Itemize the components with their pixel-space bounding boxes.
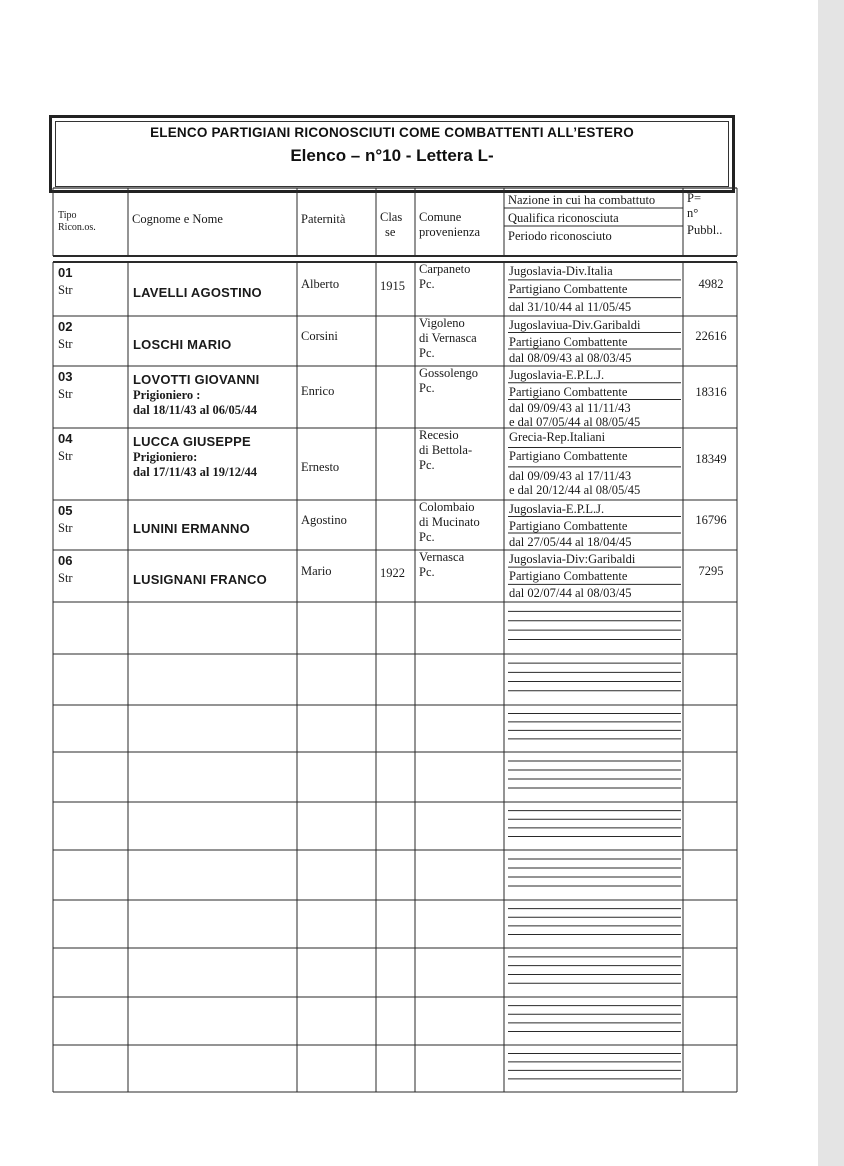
row-name: LOSCHI MARIO bbox=[133, 337, 232, 352]
row-number: 02 bbox=[58, 319, 73, 334]
row-number: 06 bbox=[58, 553, 73, 568]
row-comune: Pc. bbox=[419, 458, 435, 472]
row-periodo: dal 08/09/43 al 08/03/45 bbox=[509, 351, 632, 365]
row-comune: Pc. bbox=[419, 565, 435, 579]
document-subtitle: Elenco – n°10 - Lettera L- bbox=[290, 146, 494, 165]
row-pubbl: 4982 bbox=[698, 277, 724, 291]
row-comune: Vigoleno bbox=[419, 316, 465, 330]
row-tipo: Str bbox=[58, 387, 73, 401]
row-qualifica: Partigiano Combattente bbox=[509, 569, 628, 584]
header-tipo: Tipo bbox=[58, 210, 77, 221]
row-qualifica: Partigiano Combattente bbox=[509, 281, 628, 296]
header-pubbl: P= bbox=[687, 191, 702, 205]
row-name: LAVELLI AGOSTINO bbox=[133, 285, 262, 300]
row-comune: Vernasca bbox=[419, 550, 465, 564]
row-periodo: dal 09/09/43 al 11/11/43 bbox=[509, 401, 631, 416]
row-comune: Colombaio bbox=[419, 500, 475, 514]
row-paternita: Ernesto bbox=[301, 460, 340, 474]
header-paternita: Paternità bbox=[301, 212, 346, 226]
row-paternita: Corsini bbox=[301, 329, 338, 343]
row-pubbl: 18349 bbox=[695, 452, 727, 466]
row-tipo: Str bbox=[58, 449, 73, 463]
header-classe: Clas bbox=[380, 210, 403, 224]
row-prigioniero: dal 17/11/43 al 19/12/44 bbox=[133, 465, 257, 479]
row-paternita: Mario bbox=[301, 564, 332, 578]
row-comune: Pc. bbox=[419, 530, 435, 544]
row-tipo: Str bbox=[58, 337, 73, 351]
row-pubbl: 7295 bbox=[698, 564, 724, 578]
row-pubbl: 16796 bbox=[695, 513, 727, 527]
header-comune: Comune bbox=[419, 210, 462, 224]
row-nazione: Jugoslavia-Div.Italia bbox=[509, 264, 613, 278]
row-tipo: Str bbox=[58, 521, 73, 535]
row-comune: Pc. bbox=[419, 346, 435, 360]
row-name: LUSIGNANI FRANCO bbox=[133, 572, 267, 587]
document-title: ELENCO PARTIGIANI RICONOSCIUTI COME COMBATTENTI ALL’ESTERO bbox=[150, 125, 634, 140]
row-nazione: Jugoslavia-E.P.L.J. bbox=[509, 368, 605, 382]
row-name: LUNINI ERMANNO bbox=[133, 521, 250, 536]
row-nazione: Jugoslaviua-Div.Garibaldi bbox=[509, 318, 641, 332]
header-periodo: Periodo riconosciuto bbox=[508, 229, 612, 243]
header-comune: provenienza bbox=[419, 225, 481, 239]
header-pubbl: Pubbl.. bbox=[687, 223, 723, 237]
row-periodo: dal 31/10/44 al 11/05/45 bbox=[509, 299, 632, 314]
row-nazione: Jugoslavia-Div:Garibaldi bbox=[509, 552, 636, 566]
row-prigioniero: Prigioniero : bbox=[133, 388, 201, 402]
row-comune: Pc. bbox=[419, 277, 435, 291]
header-classe: se bbox=[385, 225, 396, 239]
row-name: LUCCA GIUSEPPE bbox=[133, 434, 251, 449]
row-comune: Pc. bbox=[419, 381, 435, 395]
row-paternita: Alberto bbox=[301, 277, 340, 291]
row-tipo: Str bbox=[58, 571, 73, 585]
row-periodo: e dal 07/05/44 al 08/05/45 bbox=[509, 415, 641, 430]
row-nazione: Grecia-Rep.Italiani bbox=[509, 430, 606, 444]
row-number: 01 bbox=[58, 265, 73, 280]
row-comune: Carpaneto bbox=[419, 262, 471, 276]
header-tipo: Ricon.os. bbox=[58, 222, 96, 233]
header-qualifica: Qualifica riconosciuta bbox=[508, 211, 619, 225]
row-name: LOVOTTI GIOVANNI bbox=[133, 372, 260, 387]
row-comune: di Mucinato bbox=[419, 515, 480, 529]
row-comune: Gossolengo bbox=[419, 366, 479, 380]
row-classe: 1922 bbox=[380, 566, 405, 580]
header-pubbl: n° bbox=[687, 206, 699, 220]
row-paternita: Agostino bbox=[301, 513, 347, 527]
row-periodo: dal 27/05/44 al 18/04/45 bbox=[509, 535, 632, 549]
row-comune: di Vernasca bbox=[419, 331, 477, 345]
row-periodo: dal 09/09/43 al 17/11/43 bbox=[509, 468, 632, 483]
header-nazione: Nazione in cui ha combattuto bbox=[508, 193, 656, 207]
header-cognome: Cognome e Nome bbox=[132, 212, 223, 226]
row-nazione: Jugoslavia-E.P.L.J. bbox=[509, 502, 605, 516]
row-periodo: dal 02/07/44 al 08/03/45 bbox=[509, 586, 632, 601]
row-qualifica: Partigiano Combattente bbox=[509, 384, 628, 399]
row-paternita: Enrico bbox=[301, 384, 335, 398]
row-comune: di Bettola- bbox=[419, 443, 473, 457]
row-prigioniero: dal 18/11/43 al 06/05/44 bbox=[133, 403, 257, 417]
row-prigioniero: Prigioniero: bbox=[133, 450, 198, 464]
row-qualifica: Partigiano Combattente bbox=[509, 518, 628, 533]
row-tipo: Str bbox=[58, 283, 73, 297]
row-pubbl: 22616 bbox=[695, 329, 727, 343]
row-number: 05 bbox=[58, 503, 73, 518]
row-number: 04 bbox=[58, 431, 73, 446]
row-comune: Recesio bbox=[419, 428, 459, 442]
row-qualifica: Partigiano Combattente bbox=[509, 449, 628, 464]
row-number: 03 bbox=[58, 369, 73, 384]
row-periodo: e dal 20/12/44 al 08/05/45 bbox=[509, 482, 641, 497]
row-classe: 1915 bbox=[380, 279, 405, 293]
row-pubbl: 18316 bbox=[695, 385, 727, 399]
row-qualifica: Partigiano Combattente bbox=[509, 334, 628, 349]
